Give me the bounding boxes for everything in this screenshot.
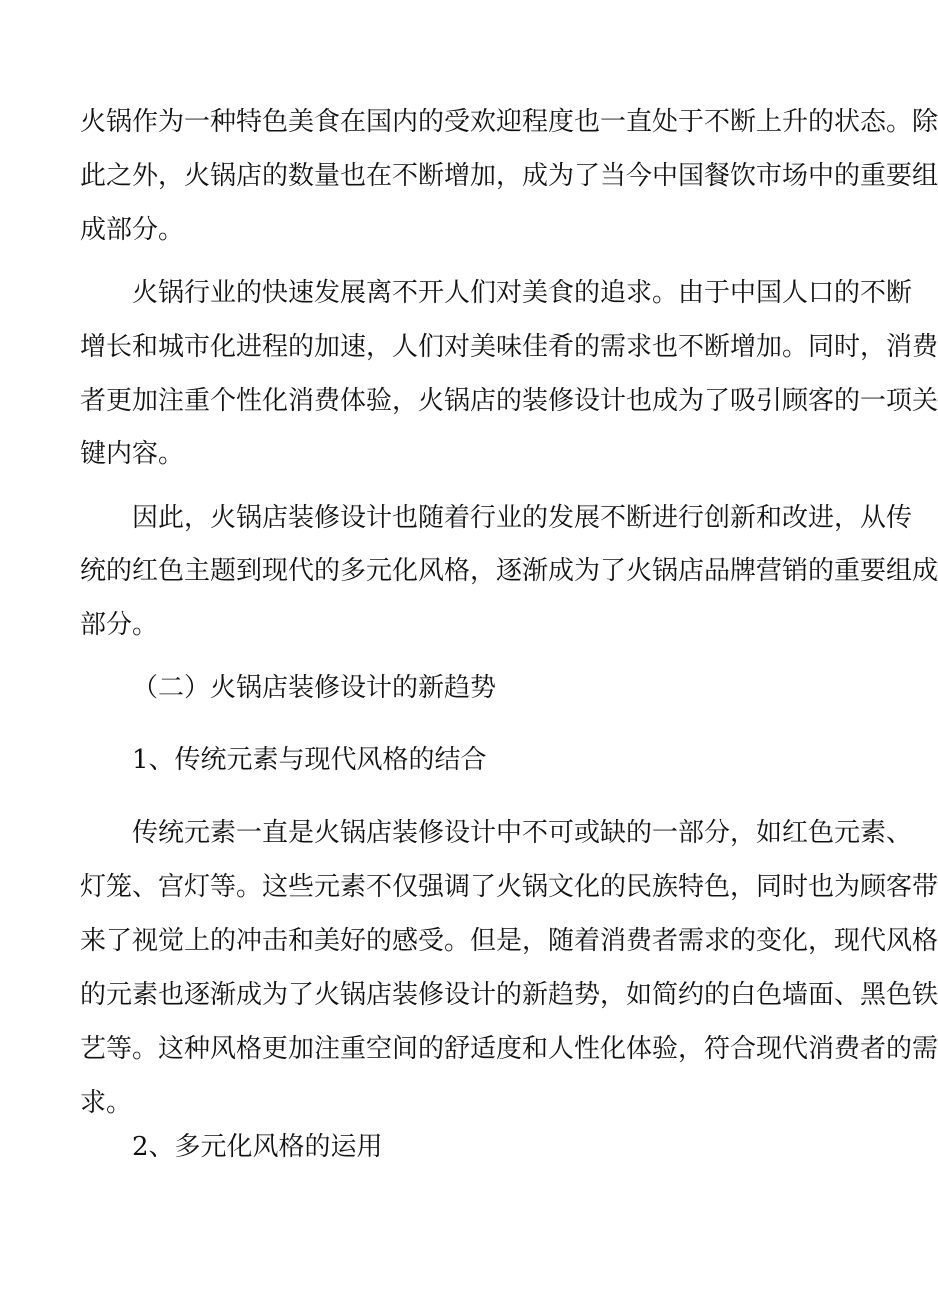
paragraph-line: 部分。: [80, 610, 159, 640]
paragraph-line: 火锅行业的快速发展离不开人们对美食的追求。由于中国人口的不断: [132, 278, 913, 308]
paragraph-line: 的元素也逐渐成为了火锅店装修设计的新趋势，如简约的白色墙面、黑色铁: [80, 980, 938, 1010]
paragraph-line: 键内容。: [80, 439, 185, 469]
subsection-heading: 1、传统元素与现代风格的结合: [132, 745, 487, 775]
paragraph-line: 者更加注重个性化消费体验，火锅店的装修设计也成为了吸引顾客的一项关: [80, 386, 938, 416]
paragraph-line: 灯笼、宫灯等。这些元素不仅强调了火锅文化的民族特色，同时也为顾客带: [80, 872, 938, 902]
section-heading: （二）火锅店装修设计的新趋势: [132, 673, 497, 703]
paragraph-line: 成部分。: [80, 215, 185, 245]
subsection-heading: 2、多元化风格的运用: [132, 1132, 383, 1162]
paragraph-line: 来了视觉上的冲击和美好的感受。但是，随着消费者需求的变化，现代风格: [80, 926, 938, 956]
paragraph-line: 因此，火锅店装修设计也随着行业的发展不断进行创新和改进，从传: [132, 503, 913, 533]
paragraph-line: 火锅作为一种特色美食在国内的受欢迎程度也一直处于不断上升的状态。除: [80, 107, 938, 137]
paragraph-line: 增长和城市化进程的加速，人们对美味佳肴的需求也不断增加。同时，消费: [80, 332, 938, 362]
paragraph-line: 求。: [80, 1088, 133, 1118]
paragraph-line: 传统元素一直是火锅店装修设计中不可或缺的一部分，如红色元素、: [132, 818, 913, 848]
paragraph-line: 艺等。这种风格更加注重空间的舒适度和人性化体验，符合现代消费者的需: [80, 1034, 938, 1064]
paragraph-line: 统的红色主题到现代的多元化风格，逐渐成为了火锅店品牌营销的重要组成: [80, 556, 938, 586]
paragraph-line: 此之外，火锅店的数量也在不断增加，成为了当今中国餐饮市场中的重要组: [80, 161, 938, 191]
